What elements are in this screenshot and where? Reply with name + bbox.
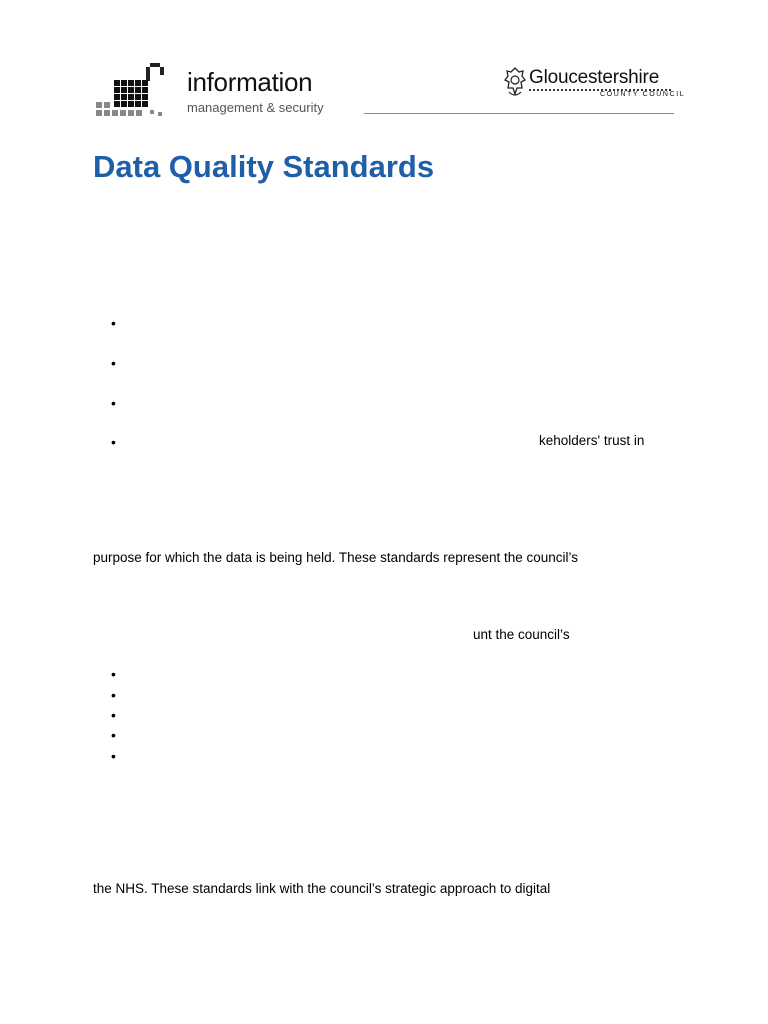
logo-subtitle: management & security [187, 100, 324, 115]
crest-icon [503, 66, 527, 100]
bullet-1-2: • [111, 355, 116, 371]
paragraph-line-nhs: the NHS. These standards link with the council’s strategic approach to digital [93, 881, 551, 896]
logo-title: information [187, 67, 313, 97]
paragraph-line-fragment: unt the council’s [473, 627, 570, 642]
document-title: Data Quality Standards [93, 149, 435, 184]
bullet-1-3: • [111, 395, 116, 411]
header-rule [364, 113, 674, 114]
bullet-2-3: • [111, 707, 116, 723]
padlock-pixel-icon [96, 63, 164, 116]
council-subname: COUNTY COUNCIL [600, 91, 686, 98]
bullet-2-4: • [111, 727, 116, 743]
paragraph-line-purpose: purpose for which the data is being held. These standards represent the council’s [93, 550, 579, 565]
council-name: Gloucestershire [529, 67, 660, 88]
bullet-1-4-text-fragment: keholders' trust in [539, 433, 645, 448]
information-management-logo [94, 60, 184, 122]
bullet-2-2: • [111, 687, 116, 703]
bullet-1-1: • [111, 315, 116, 331]
bullet-1-4: • [111, 434, 116, 450]
bullet-2-1: • [111, 666, 116, 682]
bullet-2-5: • [111, 748, 116, 764]
